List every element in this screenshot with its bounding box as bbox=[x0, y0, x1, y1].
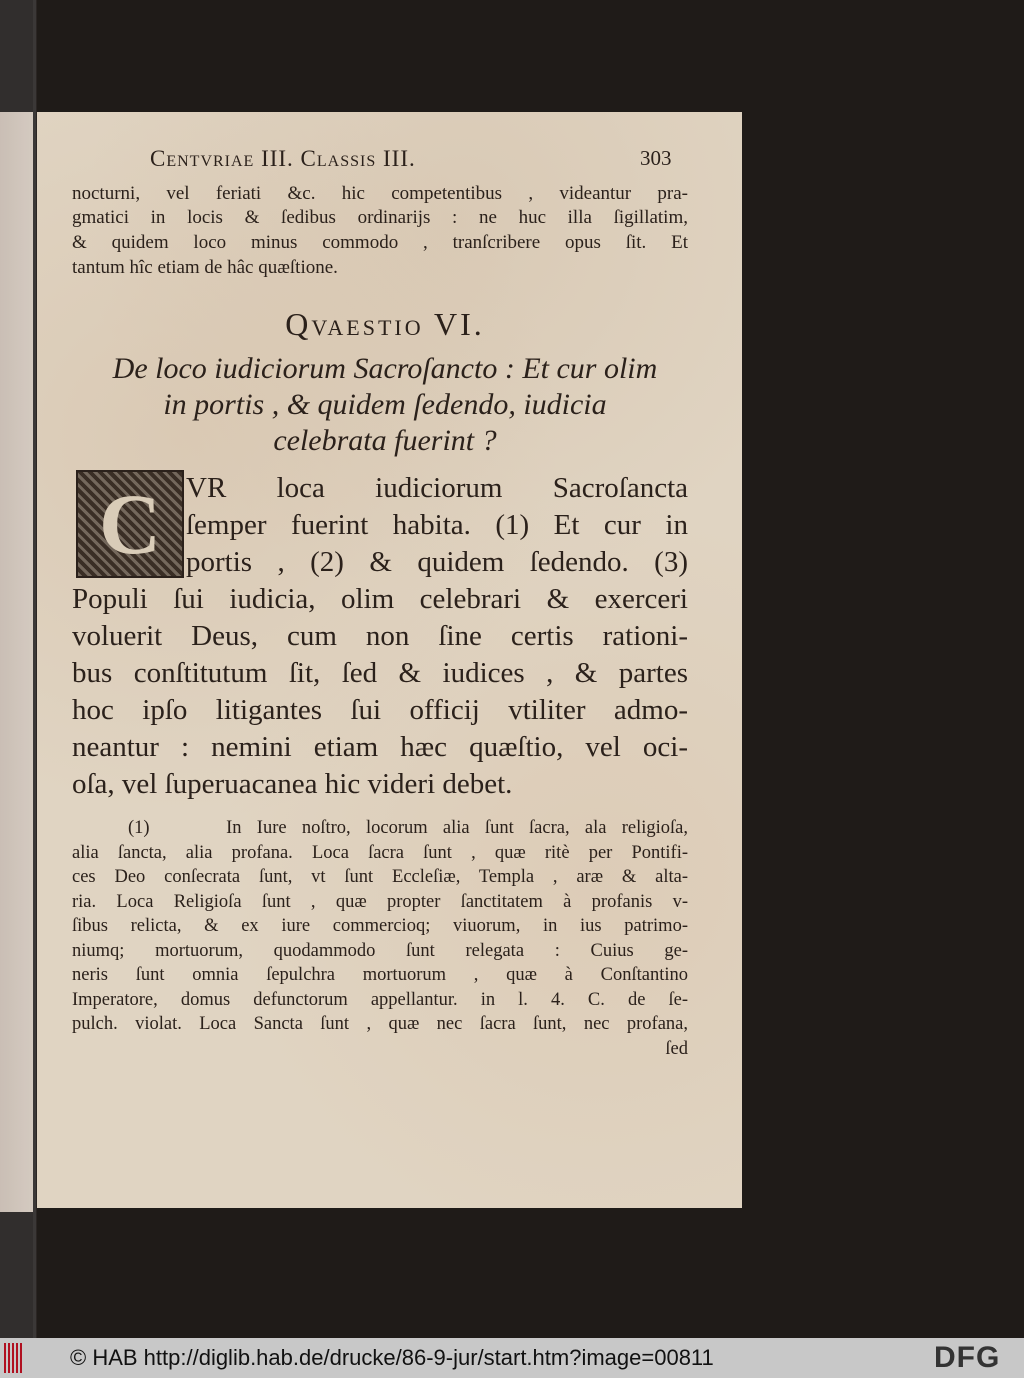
footnote-line: neris ſunt omnia ſepulchra mortuorum , quæ à Conſtantino bbox=[72, 965, 688, 985]
glass-plate bbox=[0, 0, 36, 1338]
footnote-line: Imperatore, domus defunctorum appellantur. in l. 4. C. de ſe- bbox=[72, 990, 688, 1010]
page-number: 303 bbox=[640, 146, 672, 170]
footnote-line: ſibus relicta, & ex iure commercioq; viuorum, in ius patrimo- bbox=[72, 916, 688, 936]
footnote-line: alia ſancta, alia profana. Loca ſacra ſunt , quæ ritè per Pontifi- bbox=[72, 843, 688, 863]
question-title-line: in portis , & quidem ſedendo, iudicia bbox=[163, 388, 607, 421]
intro-line: tantum hîc etiam de hâc quæſtione. bbox=[72, 257, 338, 278]
body-line: ſemper fuerint habita. (1) Et cur in bbox=[186, 509, 688, 541]
footnote-line: (1) In Iure noſtro, locorum alia ſunt ſacra, ala religioſa, bbox=[128, 818, 688, 838]
hab-logo-icon bbox=[4, 1343, 24, 1373]
footnote-line: ria. Loca Religioſa ſunt , quæ propter ſanctitatem à profanis v- bbox=[72, 892, 688, 912]
intro-line: nocturni, vel feriati &c. hic competentibus , videantur pra- bbox=[72, 183, 688, 204]
body-line: hoc ipſo litigantes ſui officij vtiliter admo- bbox=[72, 694, 688, 726]
intro-line: gmatici in locis & ſedibus ordinarijs : ne huc illa ſigillatim, bbox=[72, 207, 688, 228]
intro-line: & quidem loco minus commodo , tranſcribere opus ſit. Et bbox=[72, 232, 688, 253]
catchword: ſed bbox=[665, 1039, 688, 1059]
question-heading: Qvaestio VI. bbox=[285, 306, 485, 342]
footnote-line: niumq; mortuorum, quodammodo ſunt relegata : Cuius ge- bbox=[72, 941, 688, 961]
question-title-line: celebrata fuerint ? bbox=[273, 424, 497, 457]
copyright-link[interactable]: © HAB http://diglib.hab.de/drucke/86-9-jur/start.htm?image=00811 bbox=[70, 1345, 714, 1370]
body-line: Populi ſui iudicia, olim celebrari & exerceri bbox=[72, 583, 688, 615]
body-line: voluerit Deus, cum non ſine certis rationi- bbox=[72, 620, 688, 652]
decorated-initial: C bbox=[76, 470, 184, 578]
body-line: portis , (2) & quidem ſedendo. (3) bbox=[186, 546, 688, 578]
question-title-line: De loco iudiciorum Sacroſancto : Et cur olim bbox=[112, 352, 658, 385]
footnote-line: pulch. violat. Loca Sancta ſunt , quæ nec ſacra ſunt, nec profana, bbox=[72, 1014, 688, 1034]
body-line: neantur : nemini etiam hæc quæſtio, vel oci- bbox=[72, 731, 688, 763]
running-head: Centvriae III. Classis III. bbox=[150, 146, 416, 171]
body-line: oſa, vel ſuperuacanea hic videri debet. bbox=[72, 768, 513, 800]
footer-bar bbox=[0, 1338, 1024, 1378]
footnote-line: ces Deo conſecrata ſunt, vt ſunt Eccleſiæ, Templa , aræ & alta- bbox=[72, 867, 688, 887]
dfg-logo: DFG bbox=[934, 1341, 1001, 1374]
body-line: bus conſtitutum ſit, ſed & iudices , & partes bbox=[72, 657, 688, 689]
body-line: VR loca iudiciorum Sacroſancta bbox=[186, 472, 688, 504]
